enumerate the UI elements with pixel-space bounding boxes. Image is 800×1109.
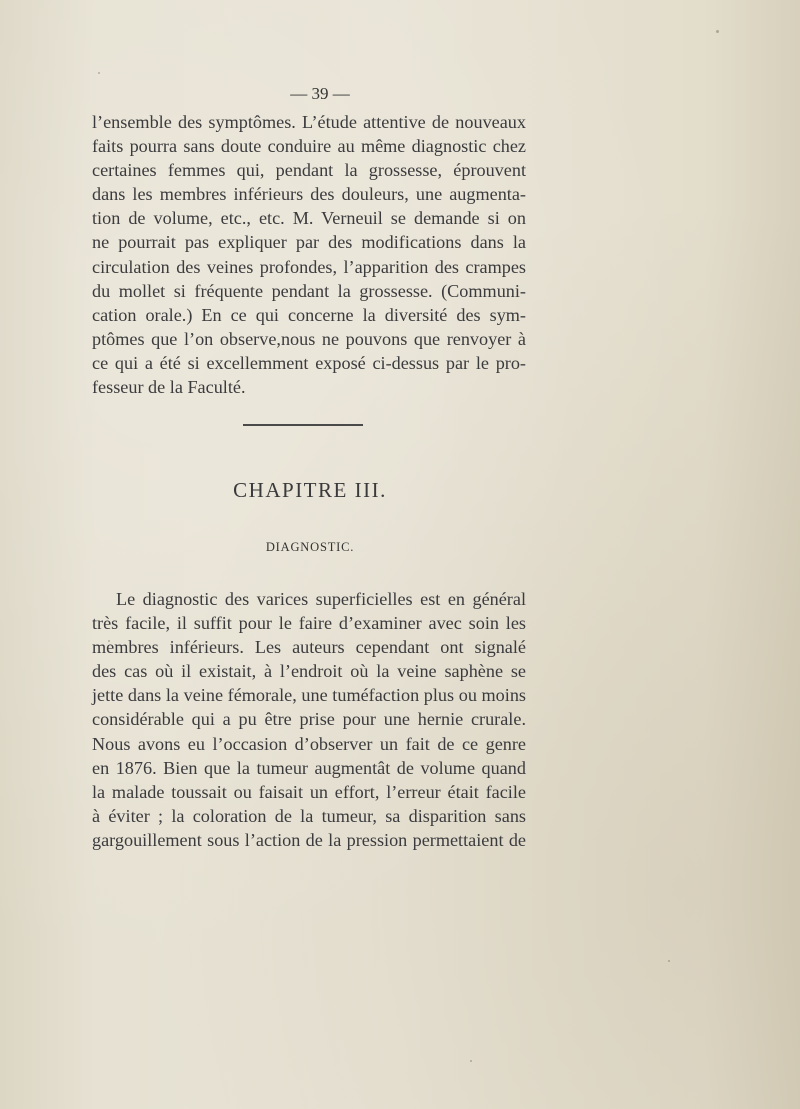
paragraph-continued: [92, 110, 526, 399]
text-line: en 1876. Bien que la tumeur augmentât de volume quand: [92, 757, 526, 778]
text-line: à éviter ; la coloration de la tumeur, sa disparition sans: [92, 805, 526, 826]
paper-speck: [98, 72, 100, 74]
text-line: la malade toussait ou faisait un effort, l’erreur était facile: [92, 781, 526, 802]
text-line: des cas où il existait, à l’endroit où la veine saphène se: [92, 661, 526, 682]
text-line: fesseur de la Faculté.: [92, 377, 246, 398]
text-line: ne pourrait pas expliquer par des modifications dans la: [92, 232, 526, 253]
text-line: ce qui a été si excellemment exposé ci-dessus par le pro-: [92, 352, 526, 373]
paper-speck: [716, 30, 719, 33]
text-line: membres inférieurs. Les auteurs cependant ont signalé: [92, 637, 526, 658]
section-heading: DIAGNOSTIC.: [265, 540, 355, 554]
text-line: très facile, il suffit pour le faire d’examiner avec soin les: [92, 613, 526, 634]
paper-speck: [108, 640, 110, 642]
text-line: jette dans la veine fémorale, une tuméfaction plus ou moins: [92, 685, 526, 706]
chapter-heading: CHAPITRE III.: [233, 478, 387, 502]
paper-speck: [668, 960, 670, 962]
text-line: certaines femmes qui, pendant la grossesse, éprouvent: [92, 160, 526, 181]
text-line: cation orale.) En ce qui concerne la diversité des sym-: [92, 304, 526, 325]
paper-speck: [470, 1060, 472, 1062]
text-line: gargouillement sous l’action de la pression permettaient de: [92, 829, 526, 850]
page-number: — 39 —: [290, 84, 350, 103]
text-line: circulation des veines profondes, l’apparition des crampes: [92, 256, 526, 277]
text-line: tion de volume, etc., etc. M. Verneuil se demande si on: [92, 208, 526, 229]
text-line: du mollet si fréquente pendant la grossesse. (Communi-: [92, 280, 526, 301]
section-divider: [243, 424, 363, 426]
text-line: Le diagnostic des varices superficielles est en général: [116, 589, 526, 609]
paragraph-diagnostic: [92, 587, 526, 852]
text-line: ptômes que l’on observe,nous ne pouvons que renvoyer à: [92, 328, 526, 349]
text-line: faits pourra sans doute conduire au même diagnostic chez: [92, 136, 526, 157]
text-line: Nous avons eu l’occasion d’observer un fait de ce genre: [92, 733, 526, 754]
text-line: considérable qui a pu être prise pour une hernie crurale.: [92, 709, 526, 730]
text-line: l’ensemble des symptômes. L’étude attentive de nouveaux: [92, 112, 526, 132]
text-line: dans les membres inférieurs des douleurs, une augmenta-: [92, 184, 526, 205]
